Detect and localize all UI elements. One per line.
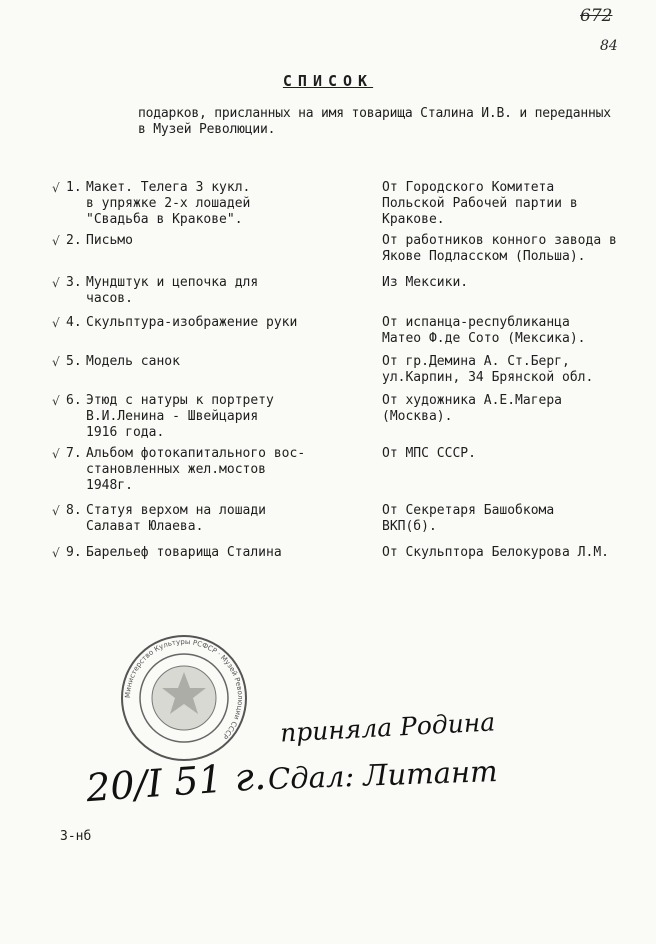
handwritten-received-note: приняла Родина [279,707,496,748]
item-number: 7. [66,446,82,461]
check-mark-icon: √ [52,234,60,248]
item-number: 8. [66,503,82,518]
item-name: Письмо [86,233,133,248]
archive-number-crossed: 672 [580,6,613,26]
check-mark-icon: √ [52,181,60,195]
item-name: Макет. Телега 3 кукл. в упряжке 2-х лошадей "Свадьба в Кракове". [86,180,251,227]
item-number: 6. [66,393,82,408]
check-mark-icon: √ [52,355,60,369]
handwritten-date: 20/I 51 г. [84,753,268,811]
item-name: Статуя верхом на лошади Салават Юлаева. [86,503,267,534]
item-source: От гр.Демина А. Ст.Берг, ул.Карпин, 34 Брянской обл. [382,354,594,385]
item-number: 1. [66,180,82,195]
item-name: Этюд с натуры к портрету В.И.Ленина - Швейцария 1916 года. [86,393,274,440]
item-source: От МПС СССР. [382,446,476,461]
item-number: 9. [66,545,82,560]
item-name: Мундштук и цепочка для часов. [86,275,259,306]
museum-stamp [118,632,250,764]
archive-page-number: 84 [600,38,618,54]
check-mark-icon: √ [52,546,60,560]
item-name: Модель санок [86,354,180,369]
document-code: 3-нб [60,829,92,844]
stamp-text: Министерство Культуры РСФСР · Музей Революции СССР [123,637,245,741]
item-source: От работников конного завода в Якове Подласском (Польша). [382,233,617,264]
item-source: От испанца-республиканца Матео Ф.де Сото (Мексика). [382,315,586,346]
item-source: От художника А.Е.Магера (Москва). [382,393,563,424]
item-number: 2. [66,233,82,248]
check-mark-icon: √ [52,447,60,461]
check-mark-icon: √ [52,504,60,518]
handwritten-signature: Сдал: Литант [267,754,499,796]
check-mark-icon: √ [52,394,60,408]
item-name: Альбом фотокапитального вос- становленных жел.мостов 1948г. [86,446,306,493]
item-name: Барельеф товарища Сталина [86,545,282,560]
item-number: 3. [66,275,82,290]
item-number: 5. [66,354,82,369]
item-source: От Скульптора Белокурова Л.М. [382,545,609,560]
item-source: От Городского Комитета Польской Рабочей партии в Кракове. [382,180,578,227]
item-name: Скульптура-изображение руки [86,315,298,330]
check-mark-icon: √ [52,316,60,330]
document-title: СПИСОК [282,72,374,90]
document-subtitle: подарков, присланных на имя товарища Сталина И.В. и переданных в Музей Революции. [138,106,611,137]
check-mark-icon: √ [52,276,60,290]
item-source: От Секретаря Башобкома ВКП(б). [382,503,555,534]
item-source: Из Мексики. [382,275,469,290]
item-number: 4. [66,315,82,330]
